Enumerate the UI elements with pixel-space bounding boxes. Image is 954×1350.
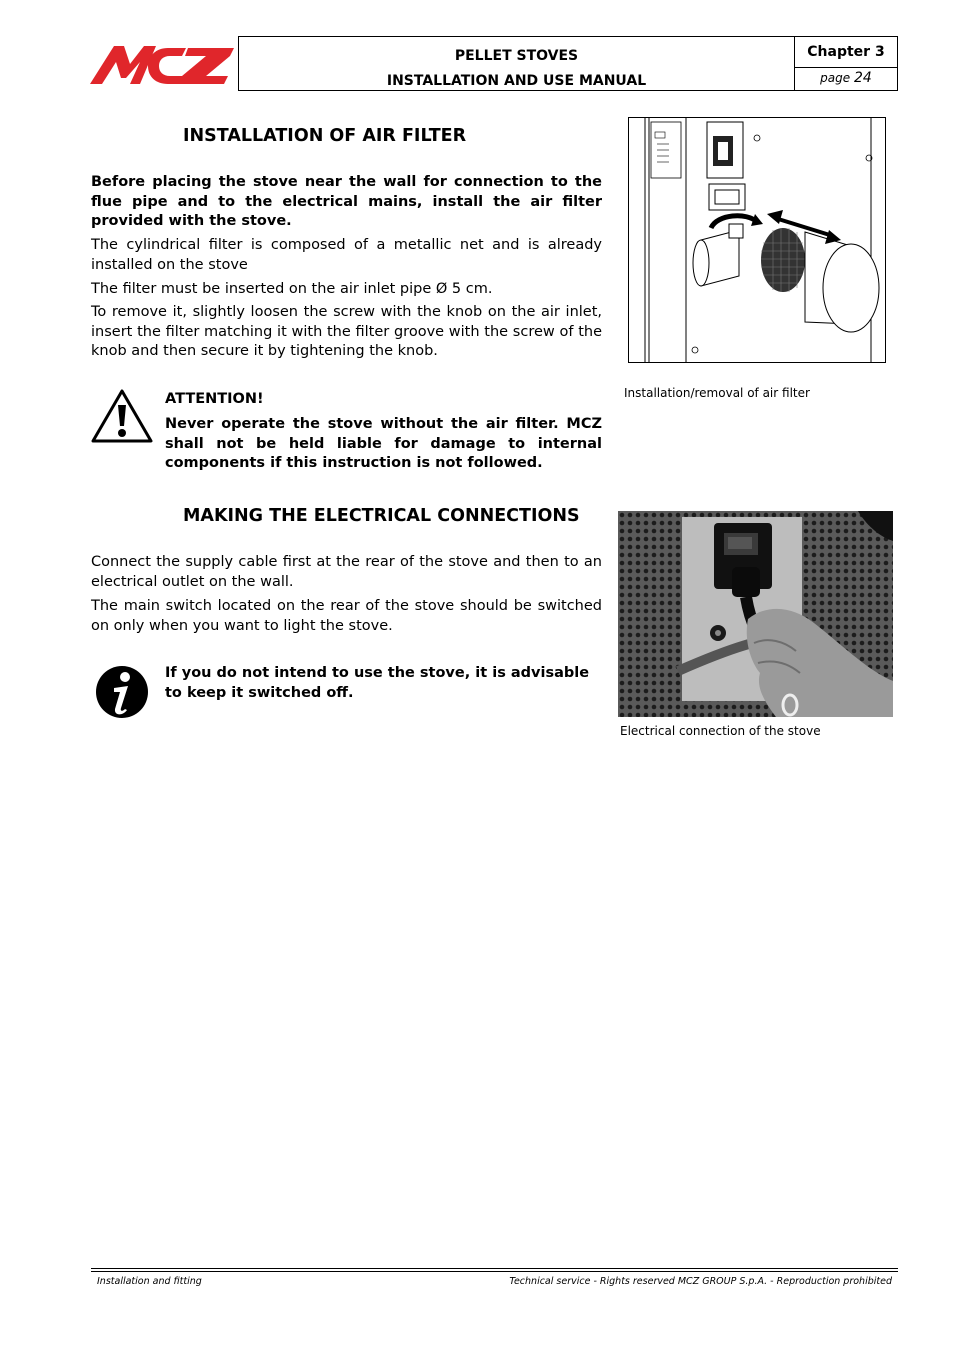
chapter-label: Chapter 3	[795, 37, 897, 68]
header-title-line1: PELLET STOVES	[454, 48, 579, 64]
header-chapter-cell	[795, 37, 897, 90]
air-filter-illustration	[629, 118, 885, 362]
page-number: 24	[853, 70, 872, 86]
footer-right: Technical service - Rights reserved MCZ GROUP S.p.A. - Reproduction prohibited	[509, 1276, 892, 1287]
electrical-paragraph-2: The main switch located on the rear of the stove should be switched on only when you want to light the stove.	[91, 598, 602, 634]
footer-rule-top	[91, 1268, 898, 1269]
electrical-photo-illustration	[618, 511, 893, 717]
attention-title: ATTENTION!	[165, 391, 264, 407]
header-title-cell	[239, 37, 795, 90]
page-label: page	[820, 71, 851, 85]
air-filter-figure	[628, 117, 886, 363]
air-filter-paragraph-3: To remove it, slightly loosen the screw with the knob on the air inlet, insert the filter matching it with the filter groove with the screw of the knob and then secure it by tightening the knob.	[91, 304, 602, 359]
electrical-figure-caption: Electrical connection of the stove	[620, 724, 821, 738]
mcz-logo	[90, 40, 236, 90]
electrical-paragraph-1: Connect the supply cable first at the rear of the stove and then to an electrical outlet on the wall.	[91, 554, 602, 590]
attention-text: Never operate the stove without the air filter. MCZ shall not be held liable for damage to internal components if this instruction is not followed.	[165, 416, 602, 471]
header-title-line2: INSTALLATION AND USE MANUAL	[386, 73, 647, 89]
footer-left: Installation and fitting	[97, 1276, 202, 1287]
air-filter-intro: Before placing the stove near the wall for connection to the flue pipe and to the electrical mains, install the air filter provided with the stove.	[91, 174, 602, 229]
warning-triangle-icon	[90, 388, 154, 444]
info-icon	[94, 664, 150, 720]
page-indicator	[795, 70, 897, 86]
air-filter-figure-caption: Installation/removal of air filter	[624, 386, 810, 400]
info-text: If you do not intend to use the stove, it is advisable to keep it switched off.	[165, 665, 590, 701]
air-filter-heading: INSTALLATION OF AIR FILTER	[183, 126, 467, 146]
footer-rule-bottom	[91, 1271, 898, 1272]
electrical-heading: MAKING THE ELECTRICAL CONNECTIONS	[183, 506, 580, 526]
electrical-photo	[618, 511, 893, 717]
air-filter-paragraph-2: The filter must be inserted on the air inlet pipe Ø 5 cm.	[91, 281, 493, 297]
air-filter-paragraph-1: The cylindrical filter is composed of a metallic net and is already installed on the stove	[91, 237, 602, 273]
header-box	[238, 36, 898, 91]
